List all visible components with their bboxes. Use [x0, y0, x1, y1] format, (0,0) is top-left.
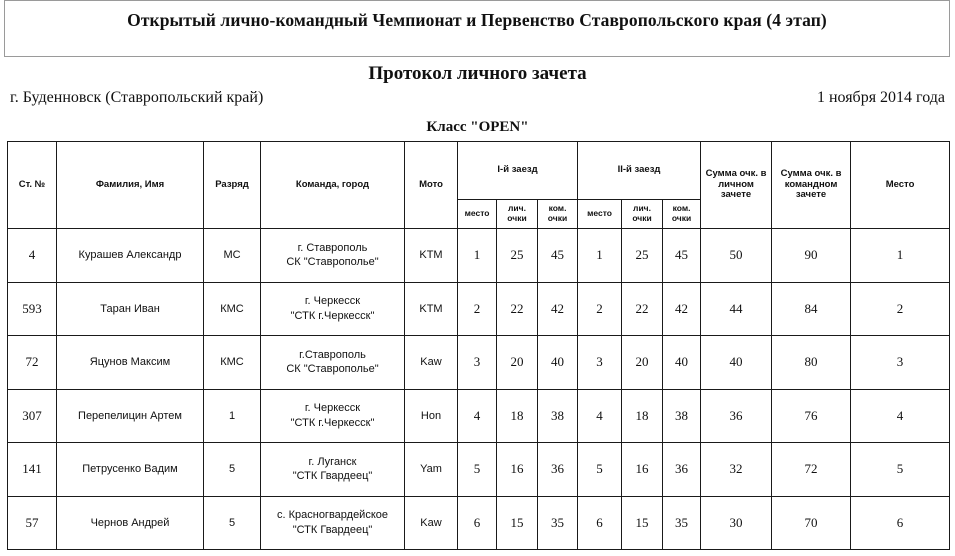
team-name: "СТК г.Черкесск"	[290, 309, 375, 322]
race2-team-points: 38	[663, 389, 701, 443]
rider-name: Яцунов Максим	[57, 336, 204, 390]
rank: 1	[204, 389, 261, 443]
race1-personal-points: 18	[497, 389, 538, 443]
start-no: 57	[8, 496, 57, 550]
col-rank: Разряд	[204, 142, 261, 229]
class-label: Класс "OPEN"	[426, 119, 529, 135]
race1-place: 3	[458, 336, 497, 390]
race1-personal-header: лич. очки	[497, 200, 538, 229]
table-row	[8, 282, 950, 336]
sum-team: 70	[772, 496, 851, 550]
moto: Kaw	[405, 336, 458, 390]
race1-team-points: 38	[538, 389, 578, 443]
table-row	[8, 443, 950, 497]
race1-team-points: 45	[538, 229, 578, 283]
team-cell	[261, 336, 405, 390]
team-city: с. Красногвардейское	[276, 509, 388, 522]
race1-team-points: 40	[538, 336, 578, 390]
sum-team: 84	[772, 282, 851, 336]
sum-personal: 44	[701, 282, 772, 336]
race1-place: 6	[458, 496, 497, 550]
team-city: г. Луганск	[308, 455, 357, 468]
race1-team-points: 36	[538, 443, 578, 497]
team-name: "СТК г.Черкесск"	[290, 416, 375, 429]
moto: Yam	[405, 443, 458, 497]
team-city: г. Черкесск	[304, 402, 361, 415]
final-place: 2	[851, 282, 950, 336]
final-place: 1	[851, 229, 950, 283]
col-start-no: Ст. №	[8, 142, 57, 229]
col-race2: II-й заезд	[578, 142, 701, 200]
team-cell	[261, 389, 405, 443]
col-race1: I-й заезд	[458, 142, 578, 200]
race1-personal-points: 25	[497, 229, 538, 283]
rank: КМС	[204, 282, 261, 336]
race2-personal-points: 20	[622, 336, 663, 390]
protocol-title: Протокол личного зачета	[368, 63, 587, 84]
final-place: 6	[851, 496, 950, 550]
race2-team-points: 35	[663, 496, 701, 550]
rank: КМС	[204, 336, 261, 390]
rank: МС	[204, 229, 261, 283]
final-place: 3	[851, 336, 950, 390]
race1-team-header: ком. очки	[538, 200, 578, 229]
col-name: Фамилия, Имя	[57, 142, 204, 229]
rank: 5	[204, 443, 261, 497]
final-place: 5	[851, 443, 950, 497]
team-name: "СТК Гвардеец"	[292, 470, 373, 483]
moto: Kaw	[405, 496, 458, 550]
title-banner	[4, 0, 950, 57]
sum-personal: 50	[701, 229, 772, 283]
team-city: г. Ставрополь	[297, 241, 368, 254]
results-table	[7, 141, 950, 550]
race2-place: 1	[578, 229, 622, 283]
moto: KTM	[405, 282, 458, 336]
race1-place: 4	[458, 389, 497, 443]
race2-place: 3	[578, 336, 622, 390]
race1-place: 5	[458, 443, 497, 497]
race2-personal-points: 18	[622, 389, 663, 443]
start-no: 593	[8, 282, 57, 336]
race1-team-points: 35	[538, 496, 578, 550]
rider-name: Таран Иван	[57, 282, 204, 336]
table-row	[8, 229, 950, 283]
event-location: г. Буденновск (Ставропольский край)	[10, 89, 264, 106]
start-no: 307	[8, 389, 57, 443]
sum-personal: 32	[701, 443, 772, 497]
team-cell	[261, 443, 405, 497]
race1-place: 2	[458, 282, 497, 336]
event-date: 1 ноября 2014 года	[816, 89, 945, 106]
race2-place: 6	[578, 496, 622, 550]
col-team: Команда, город	[261, 142, 405, 229]
team-city: г. Черкесск	[304, 295, 361, 308]
table-row	[8, 336, 950, 390]
race2-place-header: место	[578, 200, 622, 229]
race2-personal-points: 16	[622, 443, 663, 497]
race2-team-points: 40	[663, 336, 701, 390]
race1-personal-points: 22	[497, 282, 538, 336]
sum-personal: 36	[701, 389, 772, 443]
rider-name: Петрусенко Вадим	[57, 443, 204, 497]
team-name: СК "Ставрополье"	[286, 256, 379, 269]
start-no: 141	[8, 443, 57, 497]
race1-personal-points: 15	[497, 496, 538, 550]
start-no: 4	[8, 229, 57, 283]
sum-personal: 40	[701, 336, 772, 390]
race2-personal-points: 15	[622, 496, 663, 550]
moto: KTM	[405, 229, 458, 283]
team-name: СК "Ставрополье"	[286, 363, 379, 376]
sum-team: 90	[772, 229, 851, 283]
col-moto: Мото	[405, 142, 458, 229]
header-row	[8, 142, 950, 200]
final-place: 4	[851, 389, 950, 443]
table-row	[8, 496, 950, 550]
team-cell	[261, 496, 405, 550]
rider-name: Курашев Александр	[57, 229, 204, 283]
table-row	[8, 389, 950, 443]
start-no: 72	[8, 336, 57, 390]
race1-place: 1	[458, 229, 497, 283]
race2-personal-points: 25	[622, 229, 663, 283]
col-place: Место	[851, 142, 950, 229]
sum-team: 76	[772, 389, 851, 443]
team-cell	[261, 229, 405, 283]
race2-team-points: 36	[663, 443, 701, 497]
moto: Hon	[405, 389, 458, 443]
championship-title: Открытый лично-командный Чемпионат и Первенство Ставропольского края (4 этап)	[127, 10, 827, 30]
sum-team: 80	[772, 336, 851, 390]
race2-team-header: ком. очки	[663, 200, 701, 229]
team-name: "СТК Гвардеец"	[292, 523, 373, 536]
rider-name: Чернов Андрей	[57, 496, 204, 550]
team-city: г.Ставрополь	[299, 348, 366, 361]
col-sum-personal: Сумма очк. в личном зачете	[701, 142, 772, 229]
race1-place-header: место	[458, 200, 497, 229]
race2-place: 5	[578, 443, 622, 497]
race2-place: 4	[578, 389, 622, 443]
results-body	[8, 229, 950, 550]
col-sum-team: Сумма очк. в командном зачете	[772, 142, 851, 229]
race2-personal-header: лич. очки	[622, 200, 663, 229]
race2-team-points: 45	[663, 229, 701, 283]
sum-team: 72	[772, 443, 851, 497]
race1-team-points: 42	[538, 282, 578, 336]
race2-personal-points: 22	[622, 282, 663, 336]
rank: 5	[204, 496, 261, 550]
race2-team-points: 42	[663, 282, 701, 336]
race1-personal-points: 20	[497, 336, 538, 390]
team-cell	[261, 282, 405, 336]
race2-place: 2	[578, 282, 622, 336]
rider-name: Перепелицин Артем	[57, 389, 204, 443]
sum-personal: 30	[701, 496, 772, 550]
race1-personal-points: 16	[497, 443, 538, 497]
